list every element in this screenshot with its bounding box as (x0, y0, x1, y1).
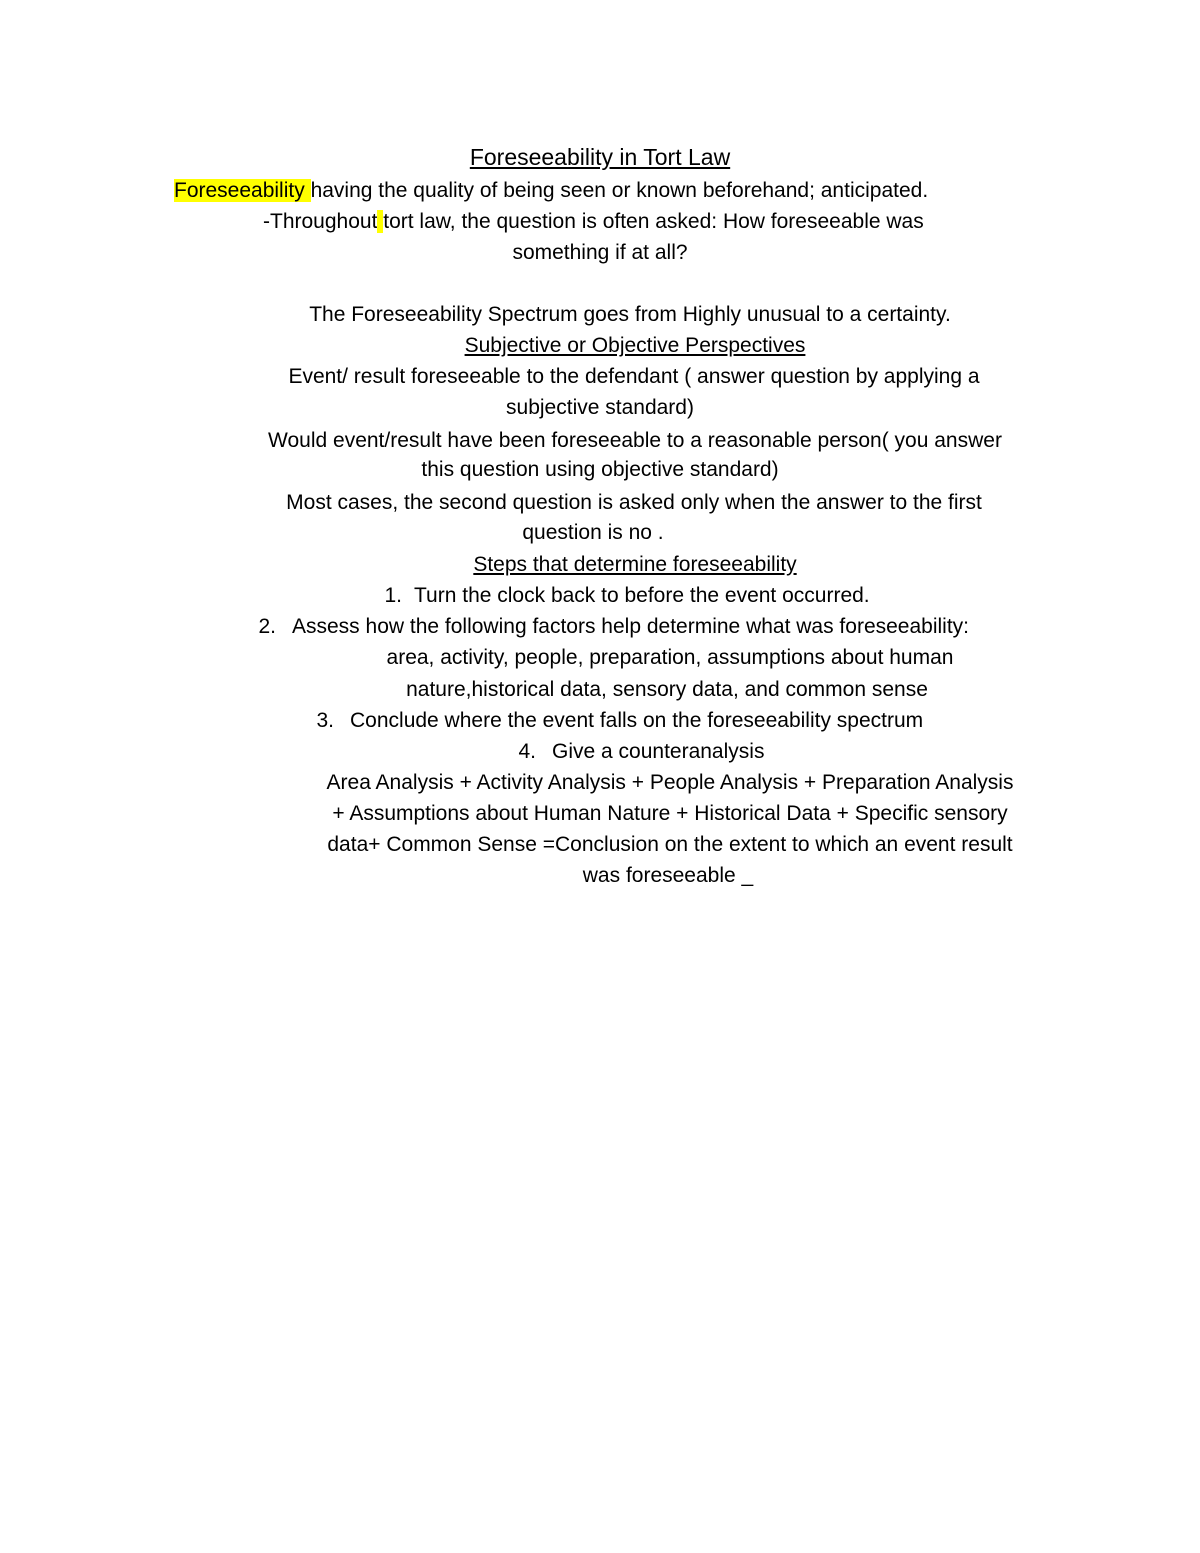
step-number: 3. (316, 709, 334, 732)
step-text: Assess how the following factors help determine what was foreseeability: (292, 615, 970, 638)
definition-line (174, 176, 928, 206)
spectrum-line: The Foreseeability Spectrum goes from Highly unusual to a certainty. (309, 303, 951, 326)
step-2 (256, 612, 969, 642)
step-number: 4. (518, 740, 536, 763)
step-1 (380, 581, 870, 611)
second-question-line-1: Most cases, the second question is asked only when the answer to the first (286, 491, 982, 514)
step-2-cont-2: nature,historical data, sensory data, and common sense (406, 678, 928, 701)
second-question-line-2: question is no . (522, 521, 664, 544)
subjective-line-1: Event/ result foreseeable to the defendant ( answer question by applying a (288, 365, 980, 388)
step-text: Give a counteranalysis (552, 740, 765, 763)
step-4 (516, 737, 764, 767)
objective-line-2: this question using objective standard) (421, 458, 779, 481)
definition-text: having the quality of being seen or known beforehand; anticipated. (310, 179, 929, 202)
throughout-cont: something if at all? (512, 241, 688, 264)
subjective-line-2: subjective standard) (506, 396, 694, 419)
formula-line-2: + Assumptions about Human Nature + Historical Data + Specific sensory (332, 802, 1008, 825)
objective-line-1: Would event/result have been foreseeable to a reasonable person( you answer (268, 429, 1002, 452)
step-3 (314, 706, 923, 736)
step-number: 2. (258, 615, 276, 638)
perspectives-heading: Subjective or Objective Perspectives (464, 334, 806, 357)
formula-line-4: was foreseeable _ (582, 864, 754, 887)
throughout-post: tort law, the question is often asked: How foreseeable was (383, 210, 924, 233)
highlighted-term: Foreseeability (174, 179, 311, 202)
step-number: 1. (384, 584, 402, 607)
formula-line-3: data+ Common Sense =Conclusion on the extent to which an event result (327, 833, 1013, 856)
throughout-line (263, 207, 924, 237)
document-title: Foreseeability in Tort Law (469, 144, 731, 170)
step-2-cont-1: area, activity, people, preparation, assumptions about human (386, 646, 954, 669)
throughout-pre: -Throughout (263, 210, 378, 233)
steps-heading: Steps that determine foreseeability (473, 553, 797, 576)
step-text: Turn the clock back to before the event occurred. (414, 584, 870, 607)
step-text: Conclude where the event falls on the foreseeability spectrum (350, 709, 924, 732)
formula-line-1: Area Analysis + Activity Analysis + People Analysis + Preparation Analysis (326, 771, 1014, 794)
